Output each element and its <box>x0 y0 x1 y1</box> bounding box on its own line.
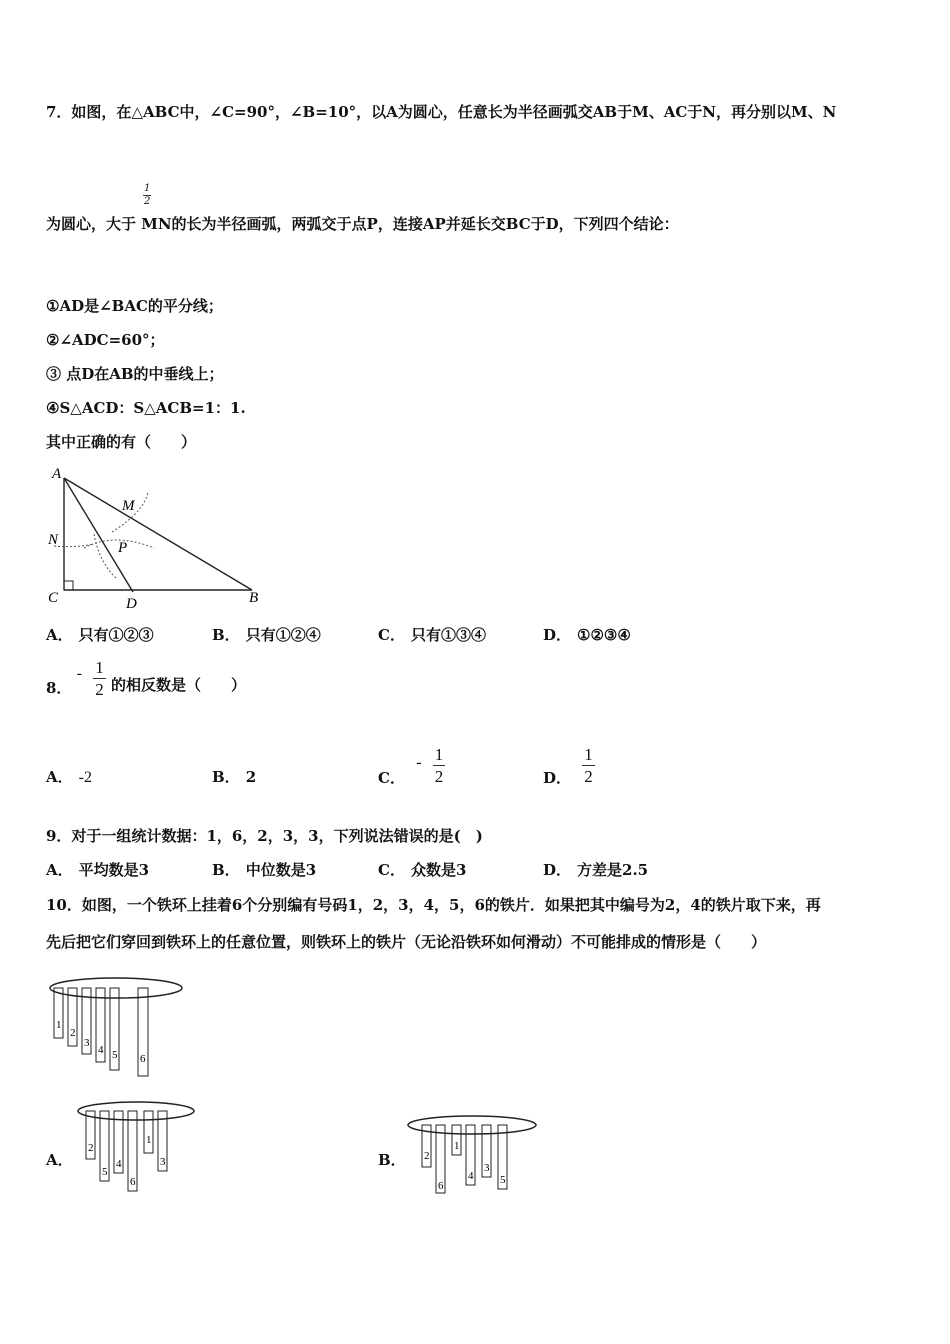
q7-option-a[interactable]: A． 只有①②③ <box>46 626 154 644</box>
q7-line1: 7．如图，在△ABC中，∠C=90°，∠B=10°，以A为圆心，任意长为半径画弧交AB于M、AC于N，再分别以M、N <box>46 103 837 121</box>
svg-text:2: 2 <box>70 1027 76 1039</box>
fig-label-C: C <box>48 590 59 606</box>
svg-text:1: 1 <box>56 1019 62 1031</box>
svg-text:1: 1 <box>146 1134 152 1146</box>
q8-option-a[interactable]: A． -2 <box>46 768 92 786</box>
q7-statement-1: ①AD是∠BAC的平分线； <box>46 297 223 315</box>
q9-stem: 9．对于一组统计数据：1，6，2，3，3，下列说法错误的是( ) <box>46 827 483 845</box>
svg-text:5: 5 <box>112 1049 118 1061</box>
svg-text:1: 1 <box>454 1140 460 1152</box>
q9-option-b[interactable]: B． 中位数是3 <box>212 861 317 879</box>
fig-label-B: B <box>249 590 259 606</box>
svg-text:4: 4 <box>116 1158 122 1170</box>
q10-option-a-label[interactable]: A． <box>46 1151 73 1169</box>
q10-option-b-label[interactable]: B． <box>378 1151 406 1169</box>
q7-statement-4: ④S△ACD：S△ACB=1：1. <box>46 399 246 417</box>
svg-text:3: 3 <box>484 1162 490 1174</box>
q9-option-d[interactable]: D． 方差是2.5 <box>543 861 649 879</box>
fig-label-N: N <box>48 532 59 548</box>
svg-text:6: 6 <box>130 1176 136 1188</box>
q10-option-b-figure[interactable] <box>404 1105 544 1197</box>
q8-option-c[interactable]: C． - $\frac{1}{2}$ <box>378 744 444 787</box>
q9-option-c[interactable]: C． 众数是3 <box>378 861 467 879</box>
fig-label-P: P <box>118 540 128 556</box>
svg-text:5: 5 <box>500 1174 506 1186</box>
q7-statement-3: ③ 点D在AB的中垂线上； <box>46 365 224 383</box>
svg-text:2: 2 <box>424 1150 430 1162</box>
svg-text:3: 3 <box>84 1037 90 1049</box>
svg-text:4: 4 <box>98 1044 104 1056</box>
q7-line2: 为圆心，大于 MN的长为半径画弧，两弧交于点P，连接AP并延长交BC于D，下列四个结论： <box>46 215 679 233</box>
q7-half-fraction: $\frac{1}{2}$ <box>144 183 151 207</box>
q8-option-b[interactable]: B． 2 <box>212 768 257 786</box>
q8-fraction: $\frac{1}{2}$ <box>95 657 104 699</box>
svg-text:5: 5 <box>102 1166 108 1178</box>
q10-ring-figure <box>46 968 196 1078</box>
fig-label-M: M <box>122 498 135 514</box>
fig-label-A: A <box>52 466 62 482</box>
svg-text:2: 2 <box>88 1142 94 1154</box>
q7-triangle-figure <box>44 462 264 612</box>
q8-option-d[interactable]: D． $\frac{1}{2}$ <box>543 744 593 787</box>
svg-text:4: 4 <box>468 1170 474 1182</box>
q9-option-a[interactable]: A． 平均数是3 <box>46 861 150 879</box>
fig-label-D: D <box>126 596 137 612</box>
q8-stem: 8． - $\frac{1}{2}$ 的相反数是（ ） <box>46 657 246 699</box>
q10-line1: 10．如图，一个铁环上挂着6个分别编有号码1，2，3，4，5，6的铁片．如果把其中编号为2，4的铁片取下来，再 <box>46 896 821 914</box>
q10-option-a-figure[interactable] <box>74 1095 204 1195</box>
svg-text:3: 3 <box>160 1156 166 1168</box>
q7-statement-2: ②∠ADC=60°； <box>46 331 165 349</box>
q7-option-b[interactable]: B． 只有①②④ <box>212 626 321 644</box>
q7-option-d[interactable]: D． ①②③④ <box>543 626 631 644</box>
svg-text:6: 6 <box>438 1180 444 1192</box>
q7-option-c[interactable]: C． 只有①③④ <box>378 626 486 644</box>
q7-question: 其中正确的有（ ） <box>46 433 197 451</box>
svg-text:6: 6 <box>140 1053 146 1065</box>
q10-line2: 先后把它们穿回到铁环上的任意位置，则铁环上的铁片（无论沿铁环如何滑动）不可能排成的情形是（ ） <box>46 933 767 951</box>
